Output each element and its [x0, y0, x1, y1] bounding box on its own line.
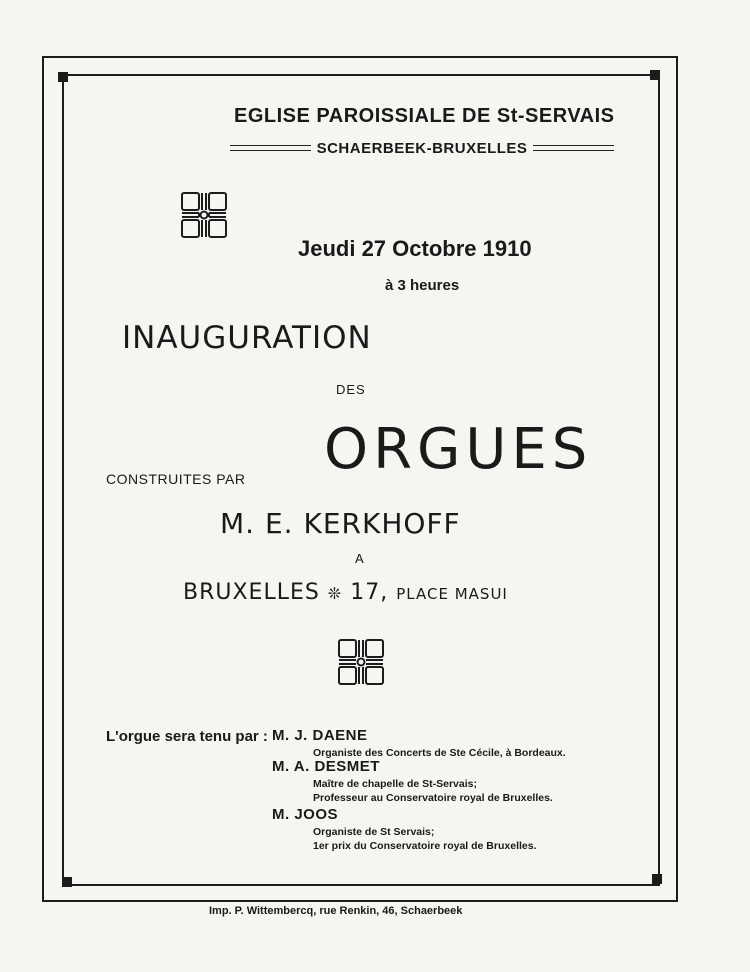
address-number: 17,: [350, 580, 389, 605]
corner-ornament-top-left: [58, 72, 68, 82]
organist-description: Organiste des Concerts de Ste Cécile, à Bordeaux.: [313, 747, 566, 759]
title-inauguration: INAUGURATION: [122, 320, 372, 356]
city-name: SCHAERBEEK-BRUXELLES: [316, 139, 528, 157]
organist-description: Professeur au Conservatoire royal de Bruxelles.: [313, 792, 553, 804]
organist-description: Organiste de St Servais;: [313, 826, 435, 838]
title-des: DES: [336, 382, 366, 397]
organist-name: M. JOOS: [272, 806, 339, 823]
double-rule-right: [533, 145, 614, 151]
address-separator-icon: ❊: [327, 584, 343, 603]
organist-description: Maître de chapelle de St-Servais;: [313, 778, 477, 790]
built-by-label: CONSTRUITES PAR: [106, 471, 246, 487]
event-date: Jeudi 27 Octobre 1910: [298, 236, 532, 261]
organist-name: M. A. DESMET: [272, 758, 380, 775]
address-city: BRUXELLES: [183, 580, 320, 605]
corner-ornament-top-right: [650, 70, 660, 80]
builder-address: [183, 580, 508, 605]
organist-description: 1er prix du Conservatoire royal de Bruxelles.: [313, 840, 537, 852]
quatrefoil-ornament-icon: [180, 191, 228, 239]
corner-ornament-bottom-left: [62, 877, 72, 887]
at-label: A: [355, 551, 364, 566]
church-name: EGLISE PAROISSIALE DE St-SERVAIS: [234, 105, 615, 127]
address-street: PLACE MASUI: [396, 585, 508, 603]
double-rule-left: [230, 145, 311, 151]
organists-label: L'orgue sera tenu par :: [106, 728, 268, 745]
organist-name: M. J. DAENE: [272, 727, 368, 744]
quatrefoil-ornament-icon: [337, 638, 385, 686]
printer-credit: Imp. P. Wittembercq, rue Renkin, 46, Schaerbeek: [209, 905, 463, 917]
corner-ornament-bottom-right: [652, 874, 662, 884]
title-orgues: ORGUES: [324, 417, 593, 482]
event-time: à 3 heures: [385, 277, 460, 294]
builder-name: M. E. KERKHOFF: [220, 507, 461, 540]
city-line: [230, 141, 614, 155]
